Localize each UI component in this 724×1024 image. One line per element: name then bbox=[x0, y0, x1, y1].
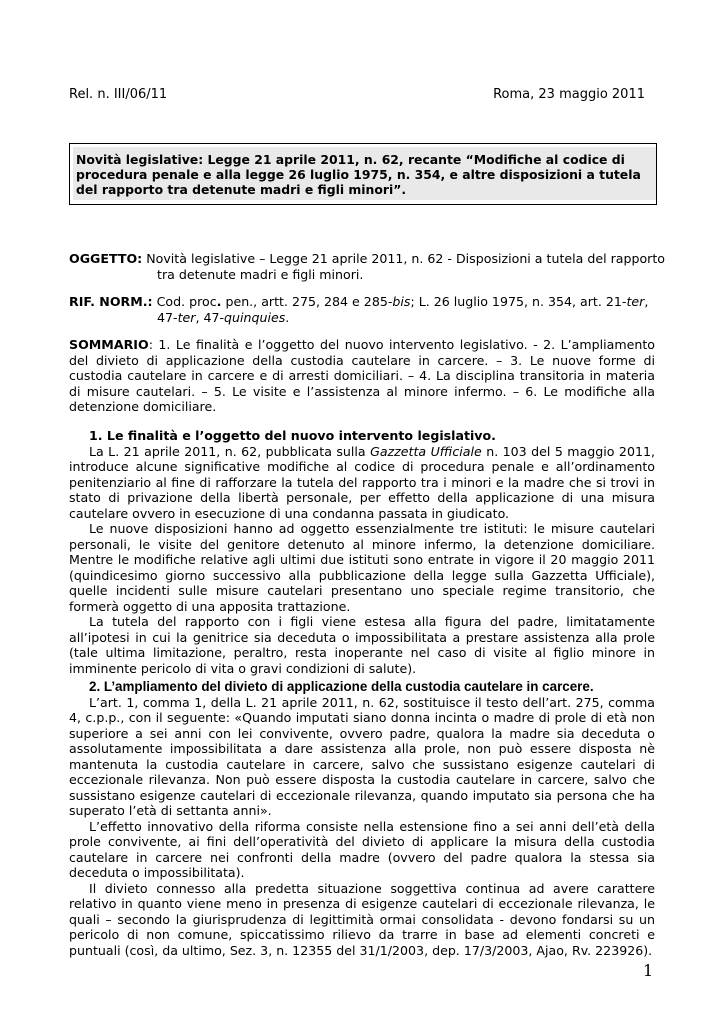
section-2-heading: 2. L’ampliamento del divieto di applicazione della custodia cautelare in carcere. bbox=[89, 679, 594, 694]
title-box bbox=[69, 143, 657, 205]
oggetto-section bbox=[69, 251, 665, 282]
sommario-label: SOMMARIO bbox=[69, 337, 149, 352]
gazzetta-ufficiale-italic: Gazzetta Ufficiale bbox=[370, 443, 482, 459]
oggetto-label: OGGETTO: bbox=[69, 251, 143, 266]
section-1-heading: 1. Le finalità e l’oggetto del nuovo intervento legislativo. bbox=[89, 428, 496, 443]
rif-norm-text-d: ; L. 26 luglio 1975, n. 354, art. 21- bbox=[410, 294, 627, 309]
section-1-paragraph-1: La L. 21 aprile 2011, n. 62, pubblicata sulla Gazzetta Ufficiale n. 103 del 5 maggio 2011, introduce alcune significative modifiche al codice di procedura penale e all’ordinamento penitenziario al fine di rafforzare la tutela del rapporto tra i minori e la madre che si trovi in stato di privazione della libertà personale, per effetto della applicazione di una misura cautelare ovvero in esecuzione di una condanna passata in giudicato. bbox=[69, 443, 655, 521]
rif-norm-line2-c: . bbox=[285, 309, 290, 325]
title-box-text: Novità legislative: Legge 21 aprile 2011, n. 62, recante “Modifiche al codice di procedura penale e alla legge 26 luglio 1975, n. 354, e altre disposizioni a tutela del rapporto tra detenute madri e figli minori”. bbox=[73, 147, 656, 200]
oggetto-line2: tra detenute madri e figli minori. bbox=[157, 266, 364, 282]
rif-norm-section bbox=[69, 294, 655, 325]
rif-norm-line2-ter: ter bbox=[177, 309, 196, 325]
section-2 bbox=[69, 679, 655, 958]
section-1-paragraph-2: Le nuove disposizioni hanno ad oggetto essenzialmente tre istituti: le misure cautelari personali, le visite del genitore detenuto al minore infermo, la detenzione domiciliare. Mentre le modifiche relative agli ultimi due istituti sono entrate in vigore il 20 maggio 2011 (quindicesimo giorno successivo alla pubblicazione della legge sulla Gazzetta Ufficiale), quelle incidenti sulle misure cautelari presentano uno speciale regime transitorio, che formerà oggetto di una apposita trattazione. bbox=[69, 521, 655, 614]
rif-norm-bis: bis bbox=[392, 294, 411, 309]
page-number: 1 bbox=[643, 961, 654, 980]
section-2-paragraph-1: L’art. 1, comma 1, della L. 21 aprile 2011, n. 62, sostituisce il testo dell’art. 275, comma 4, c.p.p., con il seguente: «Quando imputati siano donna incinta o madre di prole di età non superiore a sei anni con lei convivente, ovvero padre, qualora la madre sia deceduta o assolutamente impossibilitata a dare assistenza alla prole, non può essere disposta nè mantenuta la custodia cautelare in carcere, salvo che sussistano esigenze cautelari di eccezionale rilevanza. Non può essere disposta la custodia cautelare in carcere, salvo che sussistano esigenze cautelari di eccezionale rilevanza, quando imputato sia persona che ha superato l’età di settanta anni». bbox=[69, 694, 655, 818]
sommario-text: : 1. Le finalità e l’oggetto del nuovo intervento legislativo. - 2. L’ampliamento del divieto di applicazione della custodia cautelare in carcere. – 3. Le nuove forme di custodia cautelare in carcere e di arresti domiciliari. – 4. La disciplina transitoria in materia di misure cautelari. – 5. Le visite e l’assistenza al minore infermo. – 6. Le modifiche alla detenzione domiciliare. bbox=[69, 337, 655, 414]
rif-norm-text-e: , bbox=[644, 294, 649, 309]
rif-norm-text-c: pen., artt. 275, 284 e 285- bbox=[221, 294, 393, 309]
rif-norm-label: RIF. NORM.: bbox=[69, 294, 153, 309]
section-2-paragraph-3: Il divieto connesso alla predetta situazione soggettiva continua ad avere carattere relativo in quanto viene meno in presenza di esigenze cautelari di eccezionale rilevanza, le quali – secondo la giurisprudenza di legittimità ormai consolidata - devono fondarsi su un pericolo di non comune, spiccatissimo rilievo da trarre in base ad elementi concreti e puntuali (così, da ultimo, Sez. 3, n. 12355 del 31/1/2003, dep. 17/3/2003, Ajao, Rv. 223926). bbox=[69, 880, 655, 958]
place-date: Roma, 23 maggio 2011 bbox=[493, 87, 645, 102]
rif-norm-line2-quinquies: quinquies bbox=[224, 309, 286, 325]
relation-number: Rel. n. III/06/11 bbox=[69, 87, 168, 102]
rif-norm-ter: ter bbox=[626, 294, 645, 309]
section-2-paragraph-2: L’effetto innovativo della riforma consiste nella estensione fino a sei anni dell’età della prole convivente, ai fini dell’operatività del divieto di applicare la misura della custodia cautelare in carcere nei confronti della madre (ovvero del padre qualora la stessa sia deceduta o impossibilitata). bbox=[69, 818, 655, 880]
rif-norm-dot: . bbox=[216, 294, 222, 309]
rif-norm-line2-b: , 47- bbox=[195, 309, 225, 325]
section-1 bbox=[69, 428, 655, 676]
rif-norm-line2-a: 47- bbox=[157, 309, 178, 325]
oggetto-line1: Novità legislative – Legge 21 aprile 2011, n. 62 - Disposizioni a tutela del rapporto bbox=[146, 251, 665, 266]
rif-norm-text-a: Cod. proc bbox=[156, 294, 217, 309]
sommario-section bbox=[69, 337, 655, 415]
section-1-paragraph-3: La tutela del rapporto con i figli viene estesa alla figura del padre, limitatamente all’ipotesi in cui la genitrice sia deceduta o impossibilitata a prestare assistenza alla prole (tale ultima limitazione, peraltro, resta inoperante nel caso di visite al figlio minore in imminente pericolo di vita o gravi condizioni di salute). bbox=[69, 614, 655, 676]
